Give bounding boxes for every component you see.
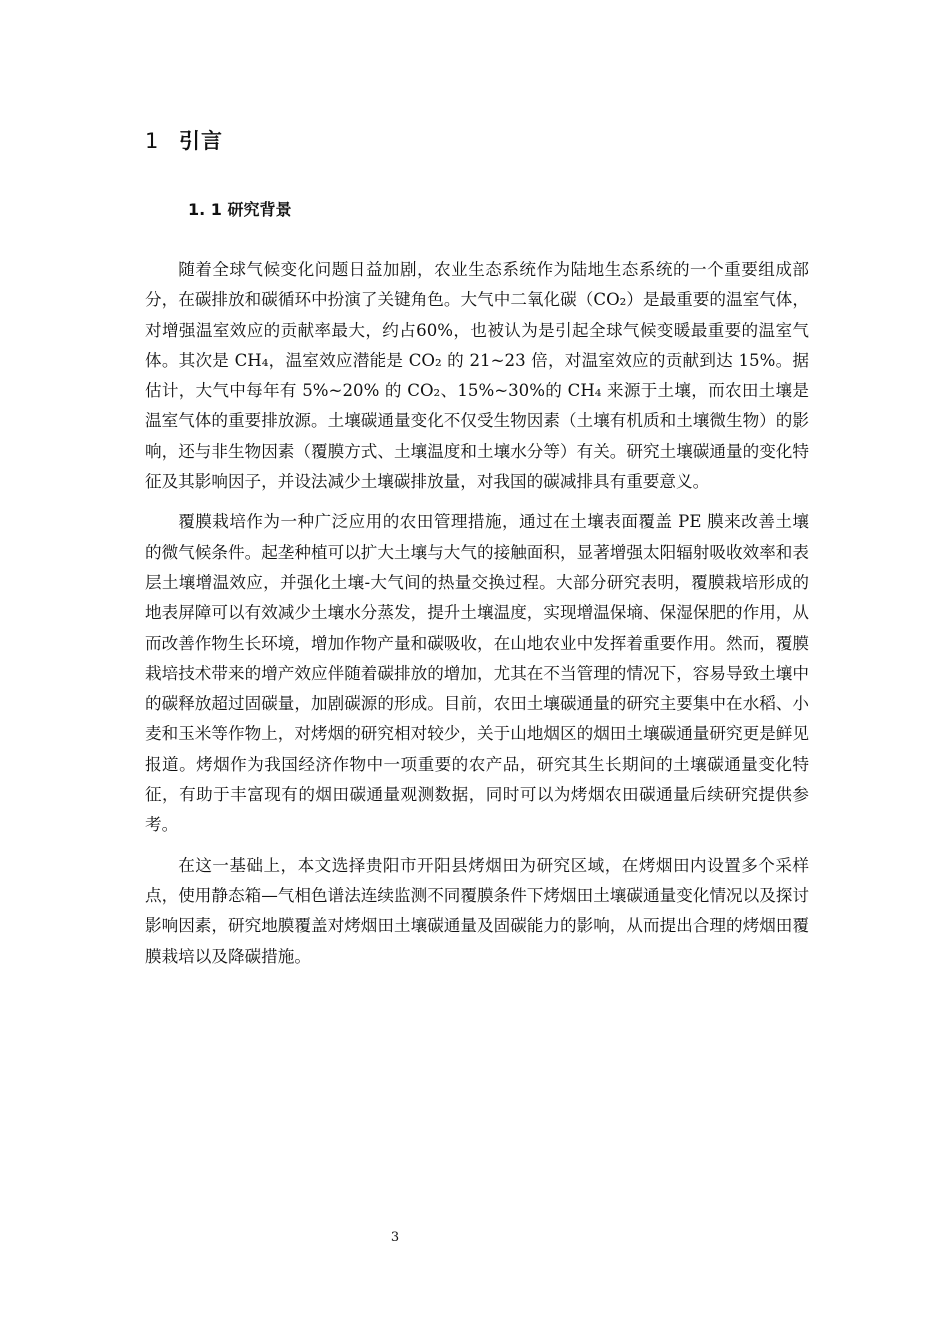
chapter-title: 引言 — [179, 129, 223, 153]
paragraph-1: 随着全球气候变化问题日益加剧，农业生态系统作为陆地生态系统的一个重要组成部分，在碳排放和碳循环中扮演了关键角色。大气中二氧化碳（CO₂）是最重要的温室气体，对增强温室效应的贡献率最大，约占60%，也被认为是引起全球气候变暖最重要的温室气体。其次是 CH₄，温室效应潜能是 CO₂ 的 21~23 倍，对温室效应的贡献到达 15%。据估计，大气中每年有 5%~20% 的 CO₂、15%~30%的 CH₄ 来源于土壤，而农田土壤是温室气体的重要排放源。土壤碳通量变化不仅受生物因素（土壤有机质和土壤微生物）的影响，还与非生物因素（覆膜方式、土壤温度和土壤水分等）有关。研究土壤碳通量的变化特征及其影响因子，并设法减少土壤碳排放量，对我国的碳减排具有重要意义。 — [145, 260, 809, 492]
paragraph-3: 在这一基础上，本文选择贵阳市开阳县烤烟田为研究区域，在烤烟田内设置多个采样点，使用静态箱—气相色谱法连续监测不同覆膜条件下烤烟田土壤碳通量变化情况以及探讨影响因素，研究地膜覆盖对烤烟田土壤碳通量及固碳能力的影响，从而提出合理的烤烟田覆膜栽培以及降碳措施。 — [145, 855, 809, 966]
paragraph-2: 覆膜栽培作为一种广泛应用的农田管理措施，通过在土壤表面覆盖 PE 膜来改善土壤的微气候条件。起垄种植可以扩大土壤与大气的接触面积，显著增强太阳辐射吸收效率和表层土壤增温效应，并强化土壤-大气间的热量交换过程。大部分研究表明，覆膜栽培形成的地表屏障可以有效减少土壤水分蒸发，提升土壤温度，实现增温保墒、保湿保肥的作用，从而改善作物生长环境，增加作物产量和碳吸收，在山地农业中发挥着重要作用。然而，覆膜栽培技术带来的增产效应伴随着碳排放的增加，尤其在不当管理的情况下，容易导致土壤中的碳释放超过固碳量，加剧碳源的形成。目前，农田土壤碳通量的研究主要集中在水稻、小麦和玉米等作物上，对烤烟的研究相对较少，关于山地烟区的烟田土壤碳通量研究更是鲜见报道。烤烟作为我国经济作物中一项重要的农产品，研究其生长期间的土壤碳通量变化特征，有助于丰富现有的烟田碳通量观测数据，同时可以为烤烟农田碳通量后续研究提供参考。 — [145, 512, 809, 835]
body-text — [145, 255, 809, 982]
section-heading: 1. 1 研究背景 — [188, 200, 292, 219]
chapter-heading — [145, 125, 223, 155]
chapter-number: 1 — [145, 129, 160, 153]
page-number: 3 — [390, 1230, 400, 1245]
